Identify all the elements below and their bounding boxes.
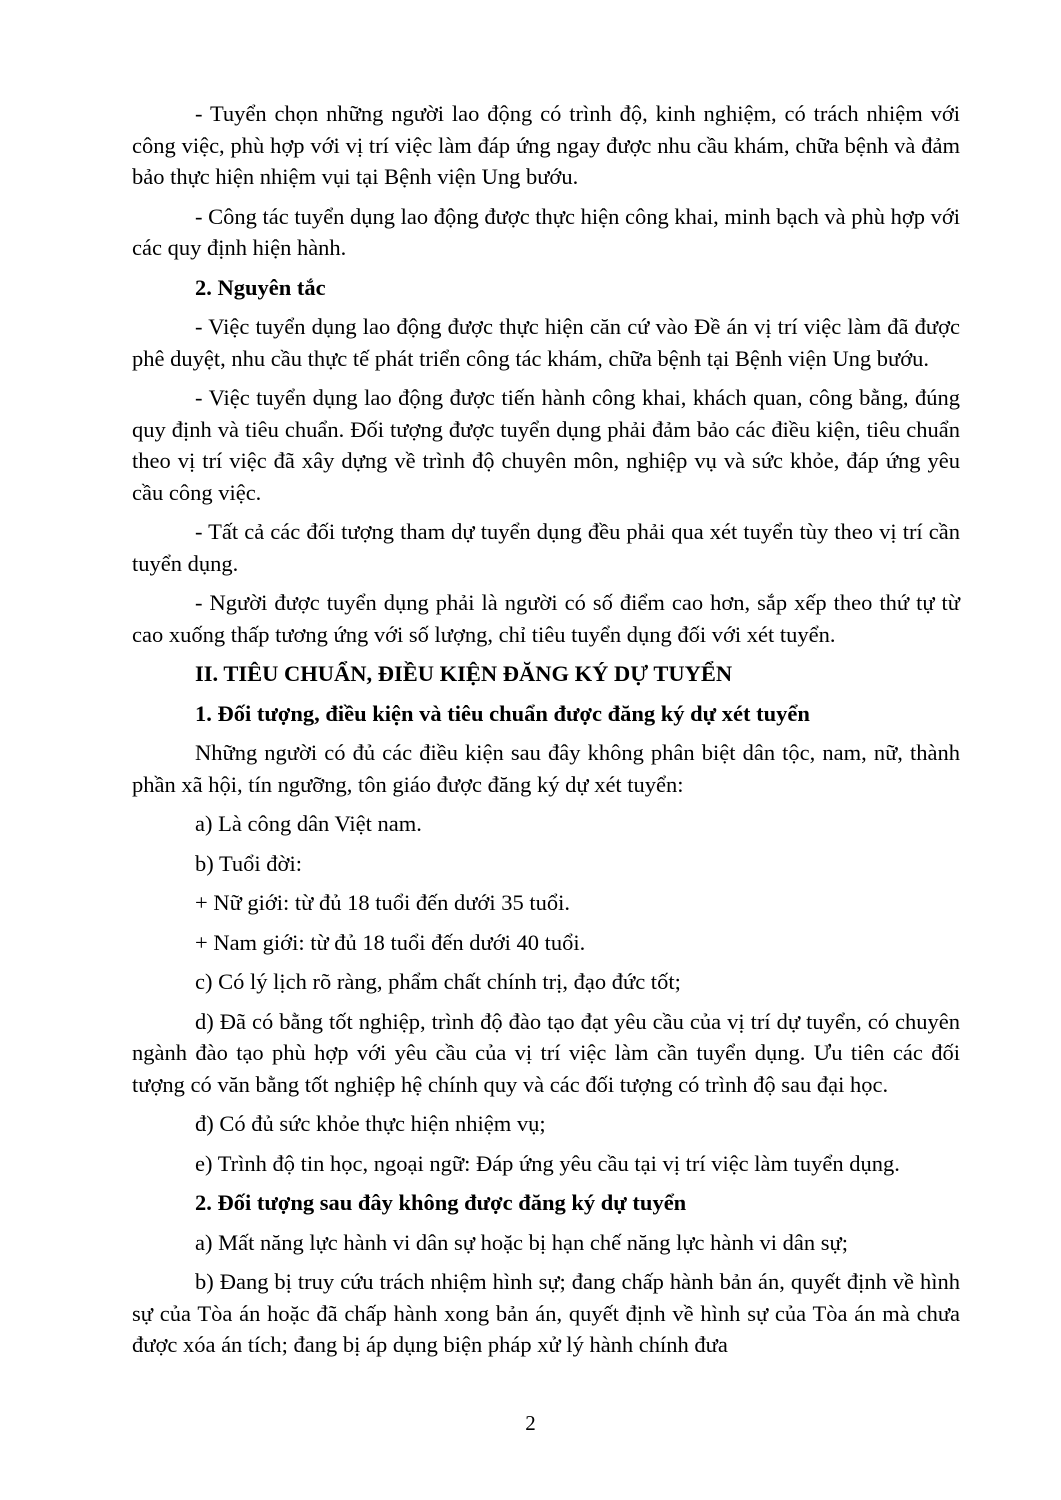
paragraph-principle-1: - Việc tuyển dụng lao động được thực hiện căn cứ vào Đề án vị trí việc làm đã được phê duyệt, nhu cầu thực tế phát triển công tác khám, chữa bệnh tại Bệnh viện Ung bướu. [132, 314, 960, 371]
page-number: 2 [525, 1411, 536, 1435]
paragraph-recruit-goal-2: - Công tác tuyển dụng lao động được thực hiện công khai, minh bạch và phù hợp với các quy định hiện hành. [132, 203, 960, 260]
heading-eligibility: 1. Đối tượng, điều kiện và tiêu chuẩn được đăng ký dự xét tuyển [195, 700, 810, 726]
paragraph-principle-2: - Việc tuyển dụng lao động được tiến hành công khai, khách quan, công bằng, đúng quy định và tiêu chuẩn. Đối tượng được tuyển dụng phải đảm bảo các điều kiện, tiêu chuẩn theo vị trí việc đã xây dựng về trình độ chuyên môn, nghiệp vụ và sức khỏe, đáp ứng yêu cầu công việc. [132, 385, 960, 505]
list-item-a-citizen: a) Là công dân Việt nam. [195, 811, 422, 836]
paragraph-principle-3: - Tất cả các đối tượng tham dự tuyển dụng đều phải qua xét tuyển tùy theo vị trí cần tuyển dụng. [132, 519, 960, 576]
list-item-ineligible-b: b) Đang bị truy cứu trách nhiệm hình sự; đang chấp hành bản án, quyết định về hình sự của Tòa án hoặc đã chấp hành xong bản án, quyết định về hình sự của Tòa án mà chưa được xóa án tích; đang bị áp dụng biện pháp xử lý hành chính đưa [132, 1269, 960, 1357]
list-item-ineligible-a: a) Mất năng lực hành vi dân sự hoặc bị hạn chế năng lực hành vi dân sự; [195, 1229, 848, 1255]
list-item-d-degree: d) Đã có bằng tốt nghiệp, trình độ đào tạo đạt yêu cầu của vị trí dự tuyển, có chuyên ngành đào tạo phù hợp với yêu cầu của vị trí việc làm cần tuyển dụng. Ưu tiên các đối tượng có văn bằng tốt nghiệp hệ chính quy và các đối tượng có trình độ sau đại học. [132, 1008, 960, 1097]
heading-section-ii: II. TIÊU CHUẨN, ĐIỀU KIỆN ĐĂNG KÝ DỰ TUYỂN [195, 661, 733, 686]
list-item-b-age: b) Tuổi đời: [195, 850, 302, 876]
paragraph-eligibility-intro: Những người có đủ các điều kiện sau đây không phân biệt dân tộc, nam, nữ, thành phần xã hội, tín ngưỡng, tôn giáo được đăng ký dự xét tuyển: [132, 740, 960, 797]
paragraph-recruit-goal-1: - Tuyển chọn những người lao động có trình độ, kinh nghiệm, có trách nhiệm với công việc, phù hợp với vị trí việc làm đáp ứng ngay được nhu cầu khám, chữa bệnh và đảm bảo thực hiện nhiệm vụi tại Bệnh viện Ung bướu. [132, 101, 960, 189]
heading-principles: 2. Nguyên tắc [195, 274, 326, 300]
list-item-e-skills: e) Trình độ tin học, ngoại ngữ: Đáp ứng yêu cầu tại vị trí việc làm tuyển dụng. [195, 1150, 900, 1176]
list-item-age-male: + Nam giới: từ đủ 18 tuổi đến dưới 40 tuổi. [195, 929, 586, 955]
paragraph-principle-4: - Người được tuyển dụng phải là người có số điểm cao hơn, sắp xếp theo thứ tự từ cao xuống thấp tương ứng với số lượng, chỉ tiêu tuyển dụng đối với xét tuyển. [132, 590, 960, 647]
list-item-c-background: c) Có lý lịch rõ ràng, phẩm chất chính trị, đạo đức tốt; [195, 969, 681, 994]
list-item-dd-health: đ) Có đủ sức khỏe thực hiện nhiệm vụ; [195, 1111, 546, 1136]
heading-ineligible: 2. Đối tượng sau đây không được đăng ký dự tuyển [195, 1190, 687, 1215]
document-page [132, 98, 960, 1369]
list-item-age-female: + Nữ giới: từ đủ 18 tuổi đến dưới 35 tuổi. [195, 890, 570, 915]
